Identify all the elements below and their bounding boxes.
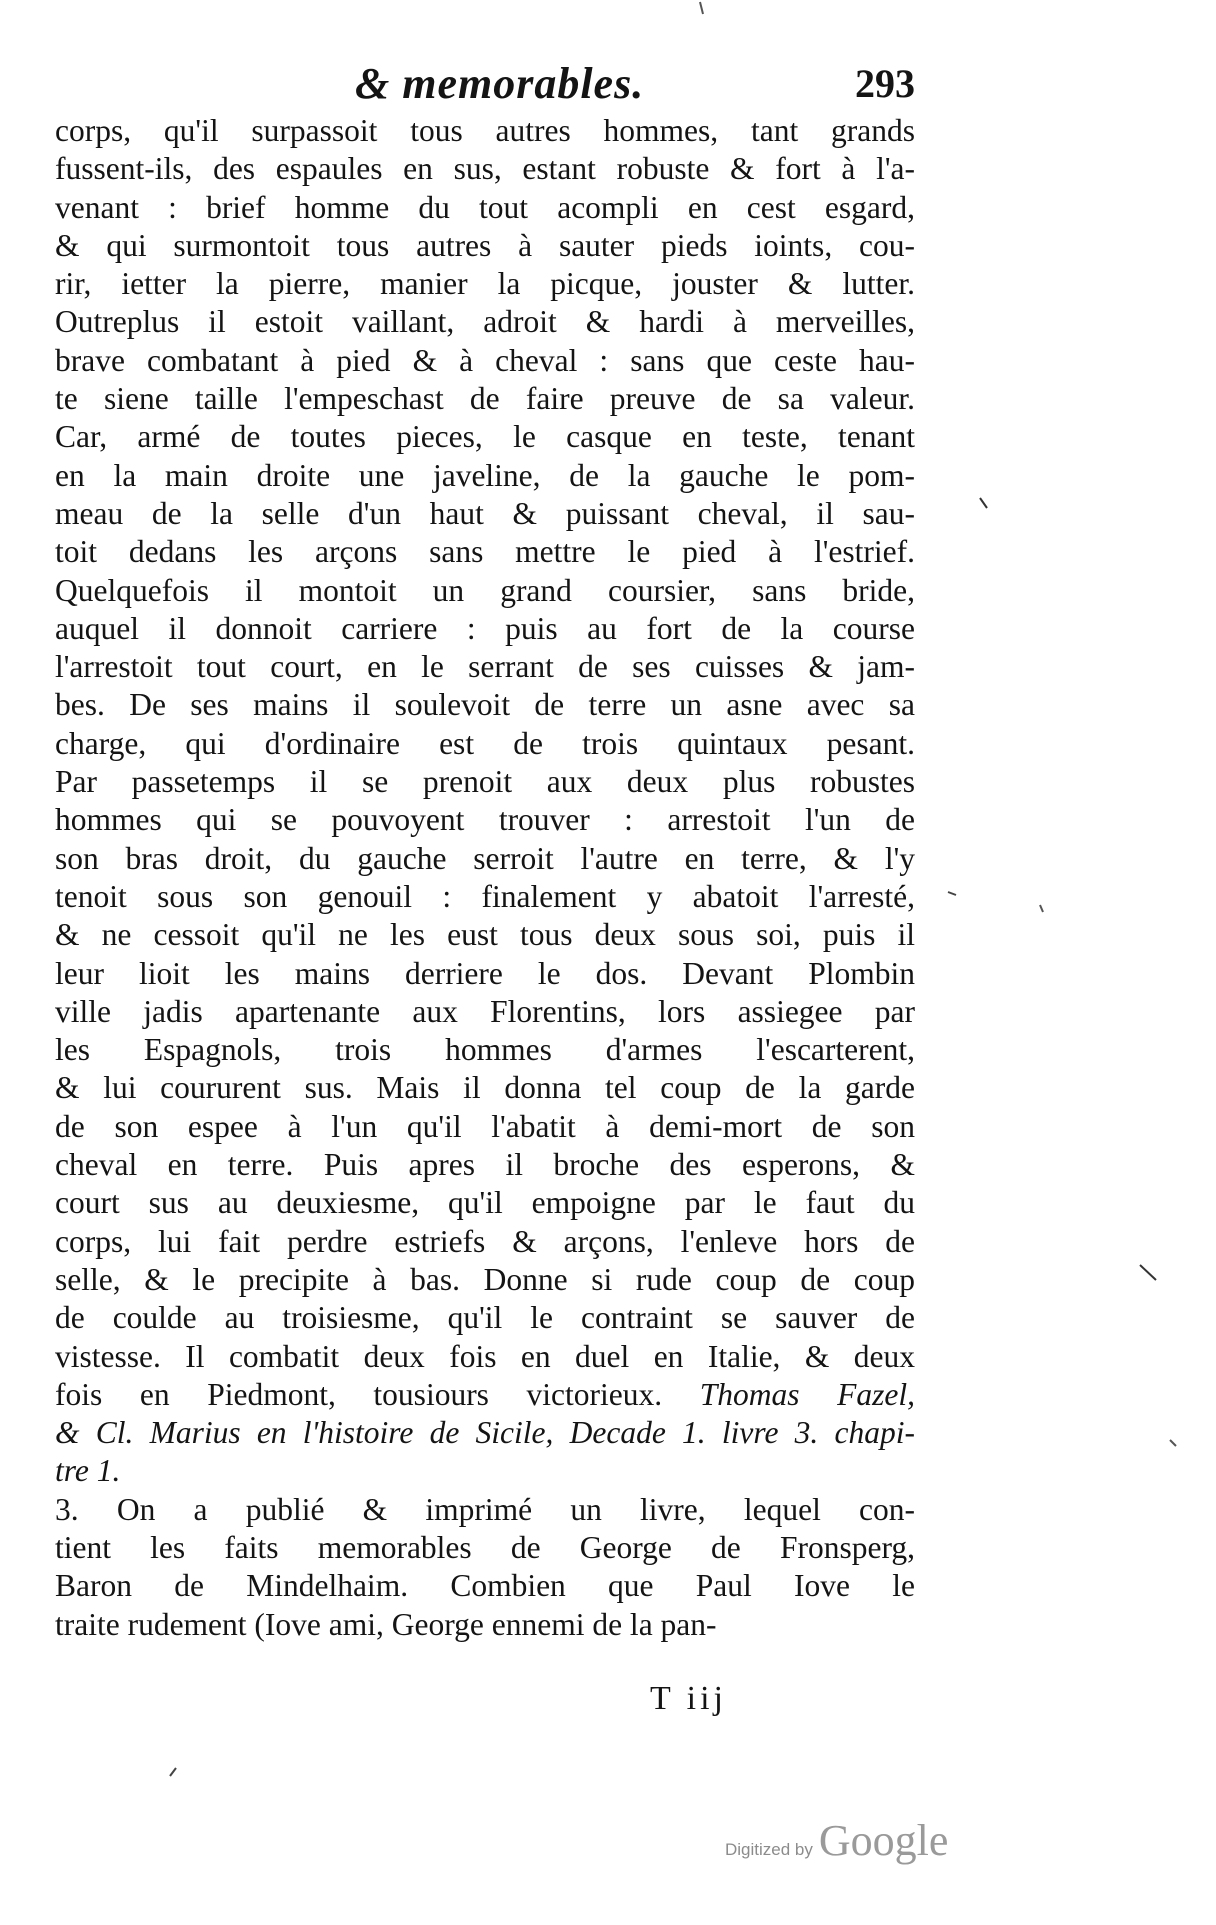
text-line [55, 725, 915, 763]
text-line [55, 380, 915, 418]
text-line [55, 993, 915, 1031]
line-text: corps, qu'il surpassoit tous autres hommes, tant grands [55, 113, 915, 148]
text-line [55, 1376, 915, 1414]
line-text: son bras droit, du gauche serroit l'autre en terre, & l'y [55, 840, 915, 876]
line-text: auquel il donnoit carriere : puis au fort de la course [55, 610, 915, 646]
citation-text: & Cl. Marius en l'histoire de Sicile, Decade 1. livre 3. chapi- [55, 1415, 915, 1451]
text-line [55, 1338, 915, 1376]
line-text: brave combatant à pied & à cheval : sans que ceste hau- [55, 342, 915, 378]
line-text: Par passetemps il se prenoit aux deux plus robustes [55, 764, 915, 800]
text-line [55, 495, 915, 533]
text-line [55, 1146, 915, 1184]
line-text: court sus au deuxiesme, qu'il empoigne par le faut du [55, 1185, 915, 1221]
line-text: Outreplus il estoit vaillant, adroit & hardi à merveilles, [55, 304, 915, 340]
line-text: de coulde au troisiesme, qu'il le contraint se sauver de [55, 1300, 915, 1336]
text-line [55, 227, 915, 265]
line-text: Baron de Mindelhaim. Combien que Paul Iove le [55, 1568, 915, 1604]
citation-text: tre 1. [55, 1453, 121, 1489]
page-number: 293 [855, 61, 915, 106]
text-line [55, 533, 915, 571]
body-text [55, 112, 915, 1644]
text-line [55, 1529, 915, 1567]
text-line [55, 1184, 915, 1222]
line-text: & ne cessoit qu'il ne les eust tous deux sous soi, puis il [55, 917, 915, 953]
line-text: en la main droite une javeline, de la gauche le pom- [55, 457, 915, 493]
line-text: charge, qui d'ordinaire est de trois quintaux pesant. [55, 725, 915, 761]
google-logo: Google [818, 1816, 949, 1865]
line-text: tient les faits memorables de George de Fronsperg, [55, 1529, 915, 1565]
line-text: bes. De ses mains il soulevoit de terre un asne avec sa [55, 687, 915, 723]
running-title: & memorables. [355, 59, 645, 108]
text-line [55, 801, 915, 839]
line-text: hommes qui se pouvoyent trouver : arrestoit l'un de [55, 802, 915, 838]
text-line [55, 265, 915, 303]
digitization-watermark [725, 1815, 948, 1866]
text-line [55, 1606, 915, 1644]
line-text: Quelquefois il montoit un grand coursier, sans bride, [55, 572, 915, 608]
text-line [55, 1299, 915, 1337]
text-line [55, 1261, 915, 1299]
line-text: 3. On a publié & imprimé un livre, lequel con- [55, 1491, 915, 1527]
line-text: ville jadis apartenante aux Florentins, lors assiegee par [55, 993, 915, 1029]
signature-mark: T iij [650, 1680, 727, 1717]
text-line [55, 457, 915, 495]
page-header [55, 58, 925, 110]
text-line [55, 189, 915, 227]
text-line [55, 418, 915, 456]
line-text: & lui coururent sus. Mais il donna tel coup de la garde [55, 1070, 915, 1106]
text-line [55, 1108, 915, 1146]
text-line [55, 1414, 915, 1452]
line-text: de son espee à l'un qu'il l'abatit à demi-mort de son [55, 1108, 915, 1144]
text-line [55, 686, 915, 724]
line-text: rir, ietter la pierre, manier la picque, jouster & lutter. [55, 266, 915, 302]
line-text: les Espagnols, trois hommes d'armes l'escarterent, [55, 1032, 915, 1068]
text-line [55, 342, 915, 380]
line-text: fois en Piedmont, tousiours victorieux. [55, 1376, 663, 1412]
text-line [55, 1567, 915, 1605]
text-line [55, 572, 915, 610]
line-text: meau de la selle d'un haut & puissant cheval, il sau- [55, 495, 915, 531]
text-line [55, 303, 915, 341]
line-text: l'arrestoit tout court, en le serrant de ses cuisses & jam- [55, 649, 915, 685]
line-text: leur lioit les mains derriere le dos. Devant Plombin [55, 955, 915, 991]
text-line [55, 112, 915, 150]
line-text: tenoit sous son genouil : finalement y abatoit l'arresté, [55, 878, 915, 914]
text-line [55, 1223, 915, 1261]
line-text: & qui surmontoit tous autres à sauter pieds ioints, cou- [55, 227, 915, 263]
text-line [55, 648, 915, 686]
line-text: cheval en terre. Puis apres il broche des esperons, & [55, 1147, 915, 1183]
text-line [55, 840, 915, 878]
watermark-prefix: Digitized by [725, 1840, 813, 1859]
text-line [55, 150, 915, 188]
citation-text: Thomas Fazel, [699, 1376, 915, 1412]
text-line [55, 916, 915, 954]
line-text: vistesse. Il combatit deux fois en duel en Italie, & deux [55, 1338, 915, 1374]
text-line [55, 1452, 915, 1490]
text-line [55, 610, 915, 648]
line-text: traite rudement (Iove ami, George ennemi de la pan- [55, 1606, 717, 1642]
line-text: venant : brief homme du tout acompli en cest esgard, [55, 189, 915, 225]
line-text: Car, armé de toutes pieces, le casque en teste, tenant [55, 419, 915, 455]
text-line [55, 763, 915, 801]
text-line [55, 878, 915, 916]
text-line [55, 1491, 915, 1529]
line-text: corps, lui fait perdre estriefs & arçons, l'enleve hors de [55, 1223, 915, 1259]
line-text: te siene taille l'empeschast de faire preuve de sa valeur. [55, 381, 915, 417]
text-line [55, 1069, 915, 1107]
line-text: toit dedans les arçons sans mettre le pied à l'estrief. [55, 534, 915, 570]
page-footer [650, 1680, 810, 1730]
text-line [55, 955, 915, 993]
line-text: selle, & le precipite à bas. Donne si rude coup de coup [55, 1261, 915, 1297]
line-text: fussent-ils, des espaules en sus, estant robuste & fort à l'a- [55, 151, 915, 187]
text-line [55, 1031, 915, 1069]
